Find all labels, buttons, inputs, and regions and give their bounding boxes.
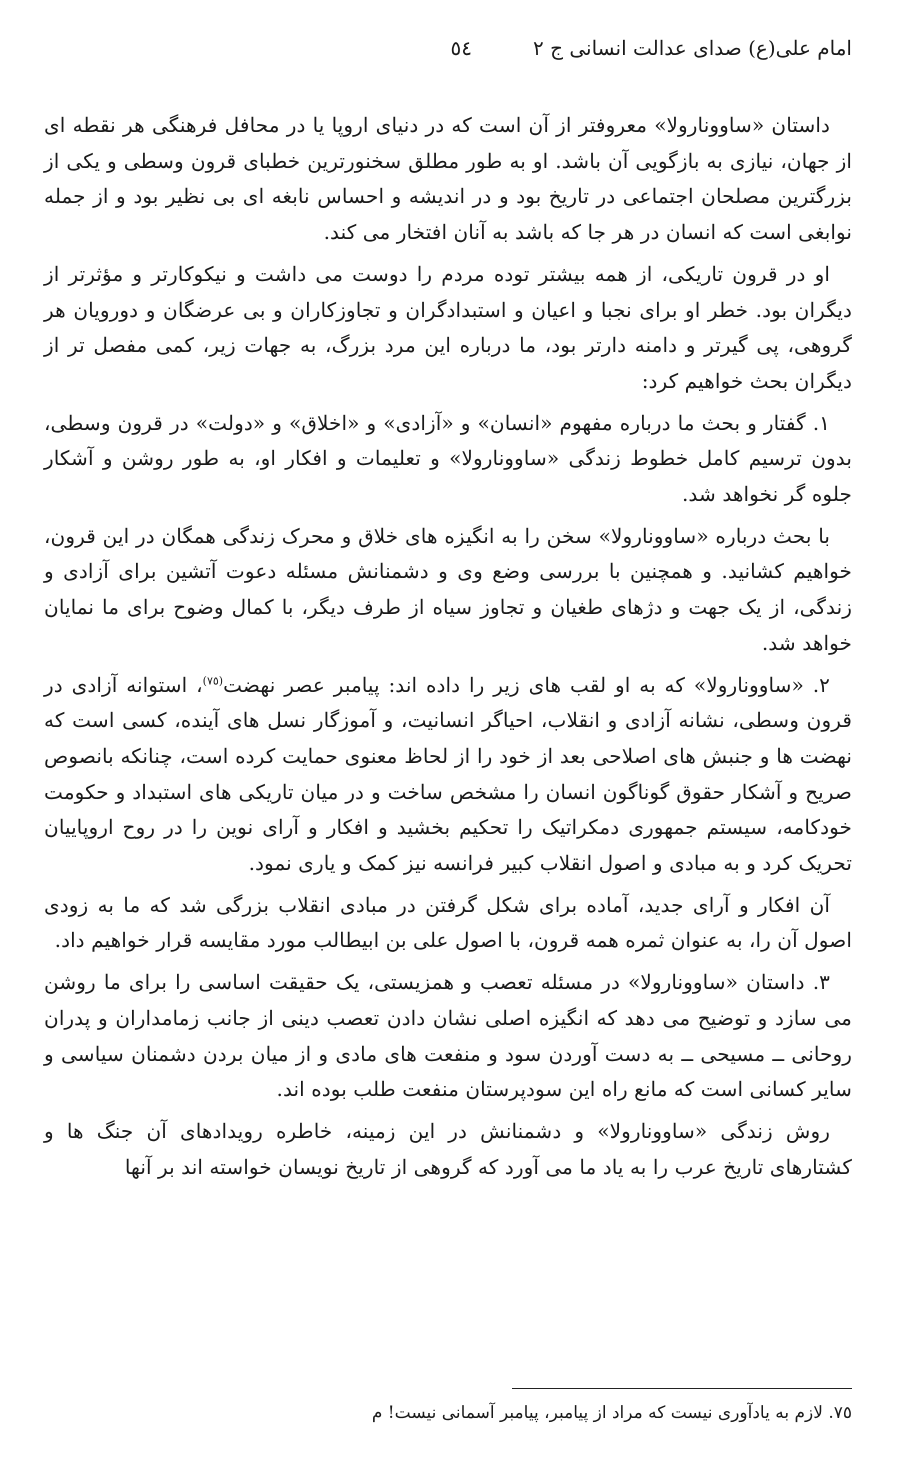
- body-text: [44, 108, 852, 1191]
- footnote-reference[interactable]: (٧٥): [202, 673, 224, 687]
- paragraph: با بحث درباره «ساوونارولا» سخن را به انگیزه های خلاق و محرک زندگی همگان در این قرون، خواهیم کشانید. و همچنین با بررسی وضع وی و دشمنانش مسئله دعوت آتشین برای آزادی و زندگی، از یک جهت و دژهای طغیان و تجاوز سیاه از طرف دیگر، با کمال وضوح برای ما نمایان خواهد شد.: [44, 523, 852, 655]
- paragraph: آن افکار و آرای جدید، آماده برای شکل گرفتن در مبادی انقلاب بزرگی شد که ما به زودی اصول آن را، به عنوان ثمره همه قرون، با اصول علی بن ابیطالب مورد مقایسه قرار خواهیم داد.: [44, 892, 852, 953]
- paragraph-text: ٢. «ساوونارولا» که به او لقب های زیر را داده اند: پیامبر عصر نهضت: [223, 672, 831, 697]
- footnote: ٧٥. لازم به یادآوری نیست که مراد از پیامبر، پیامبر آسمانی نیست! م: [371, 1403, 852, 1423]
- running-header: [48, 36, 852, 68]
- running-title: امام علی(ع) صدای عدالت انسانی ج ٢: [532, 36, 852, 60]
- paragraph: او در قرون تاریکی، از همه بیشتر توده مردم را دوست می داشت و نیکوکارتر و مؤثرتر از دیگران بود. خطر او برای نجبا و اعیان و استبدادگران و تجاوزکاران و بی عرضگان و دورویان هر گروهی، پی گیرتر و دامنه دارتر بود، ما درباره این مرد بزرگ، به جهات زیر، کمی مفصل تر از دیگران بحث خواهیم کرد:: [44, 261, 852, 393]
- paragraph: [44, 668, 852, 882]
- paragraph: روش زندگی «ساوونارولا» و دشمنانش در این زمینه، خاطره رویدادهای آن جنگ ها و کشتارهای تاریخ عرب را به یاد ما می آورد که گروهی از تاریخ نویسان خواسته اند بر آنها: [44, 1118, 852, 1179]
- paragraph: ٣. داستان «ساوونارولا» در مسئله تعصب و همزیستی، یک حقیقت اساسی را برای ما روشن می سازد و توضیح می دهد که انگیزه اصلی نشان دادن تعصب دینی از جانب زمامداران و پدران روحانی ــ مسیحی ــ به دست آوردن سود و منفعت های مادی و از میان بردن دشمنان سیاسی و سایر کسانی است که مانع راه این سودپرستان منفعت طلب بوده اند.: [44, 970, 852, 1102]
- paragraph: ١. گفتار و بحث ما درباره مفهوم «انسان» و «آزادی» و «اخلاق» و «دولت» در قرون وسطی، بدون ترسیم کامل خطوط زندگی «ساوونارولا» و تعلیمات و افکار او، به طور روشن و آشکار جلوه گر نخواهد شد.: [44, 410, 852, 507]
- page-number: ٥٤: [450, 36, 472, 60]
- paragraph-text: ، استوانه آزادی در قرون وسطی، نشانه آزادی و انقلاب، احیاگر انسانیت، و آموزگار نسل های آینده، کسی است که نهضت ها و جنبش های اصلاحی بعد از خود را از لحاظ معنوی حمایت کرده است، چنانکه بانصوص صریح و آشکار حقوق گوناگون انسان را مشخص ساخت و در میان تاریکی های استبداد و حکومت خودکامه، سیستم جمهوری دمکراتیک را تحکیم بخشید و افکار و آرای نوین را در روح اروپاییان تحریک کرد و به مبادی و اصول انقلاب کبیر فرانسه نیز کمک و یاری نمود.: [44, 672, 852, 876]
- paragraph: داستان «ساوونارولا» معروفتر از آن است که در دنیای اروپا یا در محافل فرهنگی هر نقطه ای از جهان، نیازی به بازگویی آن باشد. او به طور مطلق سخنورترین خطبای قرون وسطی و یکی از بزرگترین مصلحان اجتماعی در تاریخ بود و در اندیشه و احساس نابغه ای بی نظیر بود و از جمله نوابغی است که انسان در هر جا که باشد به آنان افتخار می کند.: [44, 113, 852, 245]
- footnote-divider: [512, 1388, 852, 1389]
